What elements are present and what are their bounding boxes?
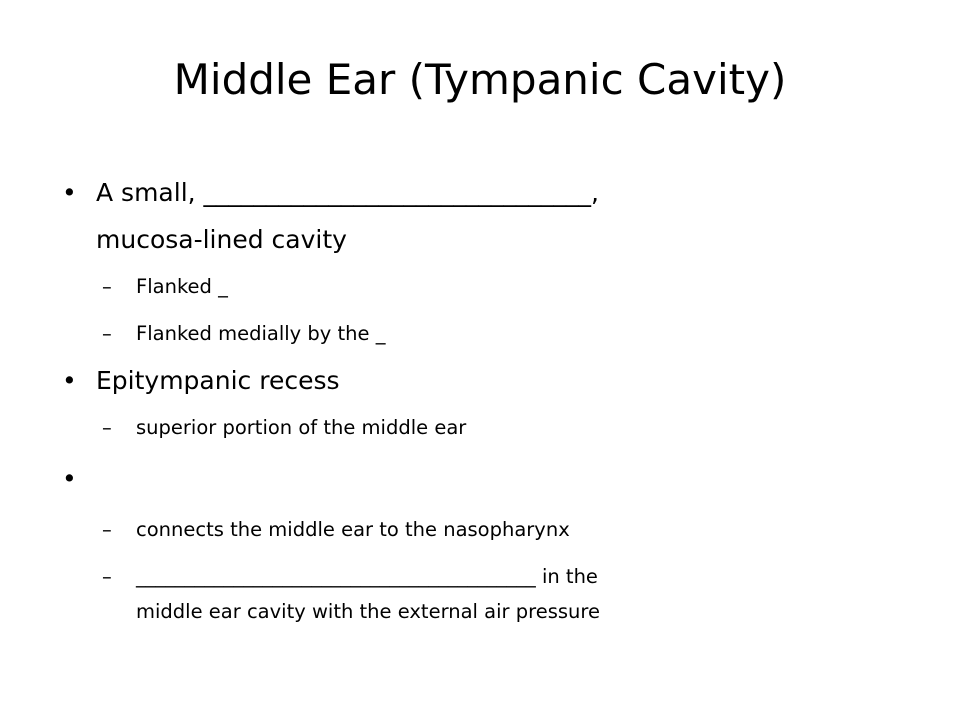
- subbullet-5-line-1: _________________________________________ in the: [136, 565, 598, 588]
- subbullet-5-continuation: [136, 596, 600, 627]
- dash-marker: –: [102, 416, 112, 439]
- subbullet-5-line-2: middle ear cavity with the external air pressure: [136, 600, 600, 623]
- bullet-1-line-1: A small, _______________________________,: [96, 178, 599, 207]
- dash-marker: –: [102, 322, 112, 345]
- bullet-2-text: Epitympanic recess: [96, 366, 340, 395]
- subbullet-4: [102, 514, 570, 545]
- subbullet-4-text: connects the middle ear to the nasopharynx: [136, 518, 570, 541]
- subbullet-2: [102, 318, 386, 349]
- dash-marker: –: [102, 565, 112, 588]
- bullet-marker: •: [62, 464, 77, 493]
- subbullet-1-text: Flanked _: [136, 275, 228, 298]
- bullet-1-line-2: mucosa-lined cavity: [96, 225, 347, 254]
- bullet-marker: •: [62, 366, 77, 395]
- bullet-1: [62, 175, 599, 210]
- subbullet-3-text: superior portion of the middle ear: [136, 416, 467, 439]
- bullet-marker: •: [62, 178, 77, 207]
- bullet-1-continuation: [96, 222, 347, 257]
- slide-title: Middle Ear (Tympanic Cavity): [173, 55, 787, 104]
- subbullet-3: [102, 412, 467, 443]
- subbullet-1: [102, 271, 228, 302]
- dash-marker: –: [102, 518, 112, 541]
- subbullet-2-text: Flanked medially by the _: [136, 322, 386, 345]
- subbullet-5: [102, 561, 598, 592]
- dash-marker: –: [102, 275, 112, 298]
- bullet-2: [62, 363, 340, 398]
